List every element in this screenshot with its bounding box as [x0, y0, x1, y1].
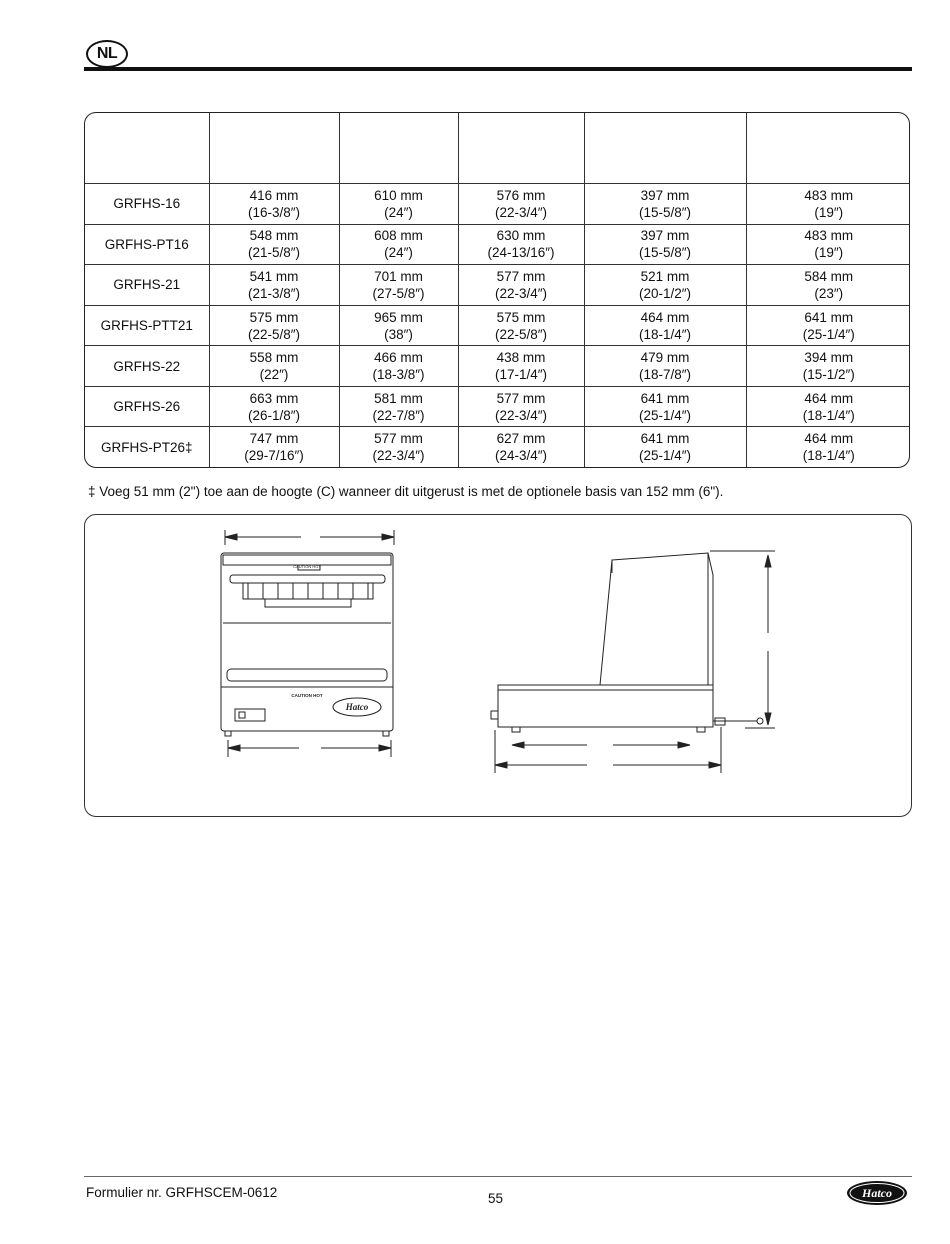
- dimension-inches: (22-5/8″): [494, 326, 548, 342]
- dimension-cell: [746, 386, 910, 427]
- dimension-cell: [209, 224, 339, 265]
- dimension-cell: [209, 265, 339, 306]
- dimension-mm: 965 mm: [374, 309, 423, 325]
- dimension-cell: [584, 224, 746, 265]
- panel-caution-label: CAUTION HOT: [291, 693, 323, 698]
- dimension-mm: 627 mm: [496, 431, 546, 447]
- table-row: [85, 305, 910, 346]
- dimension-inches: (22-5/8″): [247, 326, 301, 342]
- header-rule: [84, 67, 912, 71]
- dimension-cell: [584, 265, 746, 306]
- front-brand-logo: Hatco: [345, 702, 369, 712]
- dimension-inches: (18-7/8″): [638, 367, 692, 383]
- dimension-inches: (25-1/4″): [638, 448, 692, 464]
- dimension-inches: (24″): [384, 245, 413, 261]
- dimension-cell: [339, 305, 458, 346]
- dimension-inches: (19″): [814, 204, 844, 220]
- dimension-cell: [746, 184, 910, 225]
- page-number: 55: [488, 1191, 504, 1206]
- form-number: Formulier nr. GRFHSCEM-0612: [86, 1185, 278, 1200]
- dimensions-table-frame: [84, 112, 910, 468]
- dimension-inches: (26-1/8″): [247, 407, 301, 423]
- dimension-cell: [339, 265, 458, 306]
- dimension-mm: 438 mm: [496, 350, 546, 366]
- dimension-mm: 610 mm: [374, 187, 423, 203]
- dimension-mm: 479 mm: [640, 350, 690, 366]
- model-cell: GRFHS-PT16: [85, 224, 209, 265]
- model-cell: GRFHS-16: [85, 184, 209, 225]
- dimension-mm: 464 mm: [804, 390, 854, 406]
- dimension-inches: (18-1/4″): [802, 448, 855, 464]
- dimension-inches: (22-3/4″): [494, 285, 548, 301]
- dimension-mm: 466 mm: [374, 350, 423, 366]
- dimension-mm: 641 mm: [804, 309, 854, 325]
- table-row: [85, 184, 910, 225]
- dimension-mm: 483 mm: [804, 187, 854, 203]
- dimension-cell: [746, 427, 910, 467]
- dimension-cell: [458, 184, 584, 225]
- dimension-mm: 483 mm: [804, 228, 854, 244]
- dimension-mm: 577 mm: [496, 390, 546, 406]
- dimension-mm: 581 mm: [374, 390, 423, 406]
- model-cell: GRFHS-PTT21: [85, 305, 209, 346]
- hatco-logo-text: Hatco: [862, 1186, 892, 1200]
- side-view-drawing: [491, 551, 775, 773]
- header-cell: [85, 113, 209, 184]
- dimension-cell: [584, 427, 746, 467]
- dimension-cell: [458, 386, 584, 427]
- model-cell: GRFHS-26: [85, 386, 209, 427]
- dimension-cell: [584, 346, 746, 387]
- dimension-mm: 558 mm: [249, 350, 299, 366]
- dimension-mm: 397 mm: [640, 228, 690, 244]
- table-row: [85, 427, 910, 467]
- dimension-inches: (25-1/4″): [802, 326, 855, 342]
- dimension-mm: 541 mm: [249, 268, 299, 284]
- model-cell: GRFHS-21: [85, 265, 209, 306]
- dimensions-table: [85, 113, 910, 467]
- dimension-cell: [458, 224, 584, 265]
- table-row: [85, 265, 910, 306]
- front-caution-label: CAUTION HOT: [293, 564, 321, 569]
- dimension-inches: (22-7/8″): [372, 407, 425, 423]
- dimension-diagram: [84, 514, 912, 817]
- dimension-mm: 577 mm: [496, 268, 546, 284]
- dimension-cell: [458, 305, 584, 346]
- dimension-cell: [339, 427, 458, 467]
- dimension-inches: (18-3/8″): [372, 367, 425, 383]
- dimension-cell: [458, 265, 584, 306]
- dimension-mm: 701 mm: [374, 268, 423, 284]
- dimension-inches: (21-5/8″): [247, 245, 301, 261]
- dimension-inches: (38″): [384, 326, 413, 342]
- dimension-mm: 630 mm: [496, 228, 546, 244]
- dimension-mm: 577 mm: [374, 431, 423, 447]
- dimension-cell: [209, 184, 339, 225]
- dimension-mm: 464 mm: [640, 309, 690, 325]
- dimension-inches: (25-1/4″): [638, 407, 692, 423]
- header-cell: [584, 113, 746, 184]
- dimension-inches: (16-3/8″): [247, 204, 301, 220]
- dimension-mm: 576 mm: [496, 187, 546, 203]
- dimension-mm: 394 mm: [804, 350, 854, 366]
- dimension-inches: (22-3/4″): [494, 407, 548, 423]
- header-cell: [458, 113, 584, 184]
- dimension-cell: [209, 427, 339, 467]
- dimension-cell: [458, 427, 584, 467]
- dimension-inches: (15-5/8″): [638, 204, 692, 220]
- dimension-cell: [458, 346, 584, 387]
- unit-drawings: [85, 515, 913, 818]
- dimension-cell: [209, 346, 339, 387]
- dimension-inches: (23″): [814, 285, 844, 301]
- dimension-inches: (19″): [814, 245, 844, 261]
- dimension-cell: [209, 305, 339, 346]
- dimension-inches: (21-3/8″): [247, 285, 301, 301]
- dimension-inches: (20-1/2″): [638, 285, 692, 301]
- footer-rule: [84, 1176, 912, 1177]
- dimension-mm: 397 mm: [640, 187, 690, 203]
- table-row: [85, 346, 910, 387]
- dimension-cell: [339, 386, 458, 427]
- dimension-inches: (27-5/8″): [372, 285, 425, 301]
- dimension-cell: [584, 184, 746, 225]
- dimension-mm: 575 mm: [249, 309, 299, 325]
- table-row: [85, 224, 910, 265]
- dimension-mm: 747 mm: [249, 431, 299, 447]
- dimension-inches: (15-5/8″): [638, 245, 692, 261]
- dimension-inches: (22″): [259, 367, 289, 383]
- dimension-inches: (15-1/2″): [802, 367, 855, 383]
- dimension-cell: [746, 346, 910, 387]
- dimension-cell: [584, 305, 746, 346]
- table-row: [85, 386, 910, 427]
- dimension-inches: (17-1/4″): [494, 367, 548, 383]
- dimension-inches: (18-1/4″): [638, 326, 692, 342]
- dimension-cell: [339, 184, 458, 225]
- dimension-mm: 416 mm: [249, 187, 299, 203]
- dimension-cell: [209, 386, 339, 427]
- dimension-cell: [339, 346, 458, 387]
- dimension-mm: 608 mm: [374, 228, 423, 244]
- model-cell: GRFHS-22: [85, 346, 209, 387]
- header-cell: [746, 113, 910, 184]
- footnote: ‡ Voeg 51 mm (2") toe aan de hoogte (C) wanneer dit uitgerust is met de optionele basis van 152 mm (6").: [88, 484, 724, 499]
- language-badge: NL: [86, 40, 128, 68]
- hatco-logo: [846, 1180, 908, 1206]
- dimension-mm: 641 mm: [640, 431, 690, 447]
- dimension-cell: [746, 224, 910, 265]
- dimension-inches: (18-1/4″): [802, 407, 855, 423]
- dimension-inches: (24-13/16″): [487, 245, 555, 261]
- dimension-mm: 575 mm: [496, 309, 546, 325]
- dimension-cell: [746, 305, 910, 346]
- dimension-inches: (22-3/4″): [372, 448, 425, 464]
- dimension-mm: 641 mm: [640, 390, 690, 406]
- dimension-inches: (24″): [384, 204, 413, 220]
- dimension-inches: (22-3/4″): [494, 204, 548, 220]
- dimension-cell: [584, 386, 746, 427]
- dimension-mm: 663 mm: [249, 390, 299, 406]
- dimension-mm: 584 mm: [804, 268, 854, 284]
- dimension-inches: (29-7/16″): [244, 448, 304, 464]
- model-cell: GRFHS-PT26‡: [85, 427, 209, 467]
- header-cell: [339, 113, 458, 184]
- header-cell: [209, 113, 339, 184]
- dimension-cell: [339, 224, 458, 265]
- table-header-row: [85, 113, 910, 184]
- dimension-mm: 521 mm: [640, 268, 690, 284]
- dimension-mm: 548 mm: [249, 228, 299, 244]
- dimension-mm: 464 mm: [804, 431, 854, 447]
- dimension-cell: [746, 265, 910, 306]
- dimension-inches: (24-3/4″): [494, 448, 548, 464]
